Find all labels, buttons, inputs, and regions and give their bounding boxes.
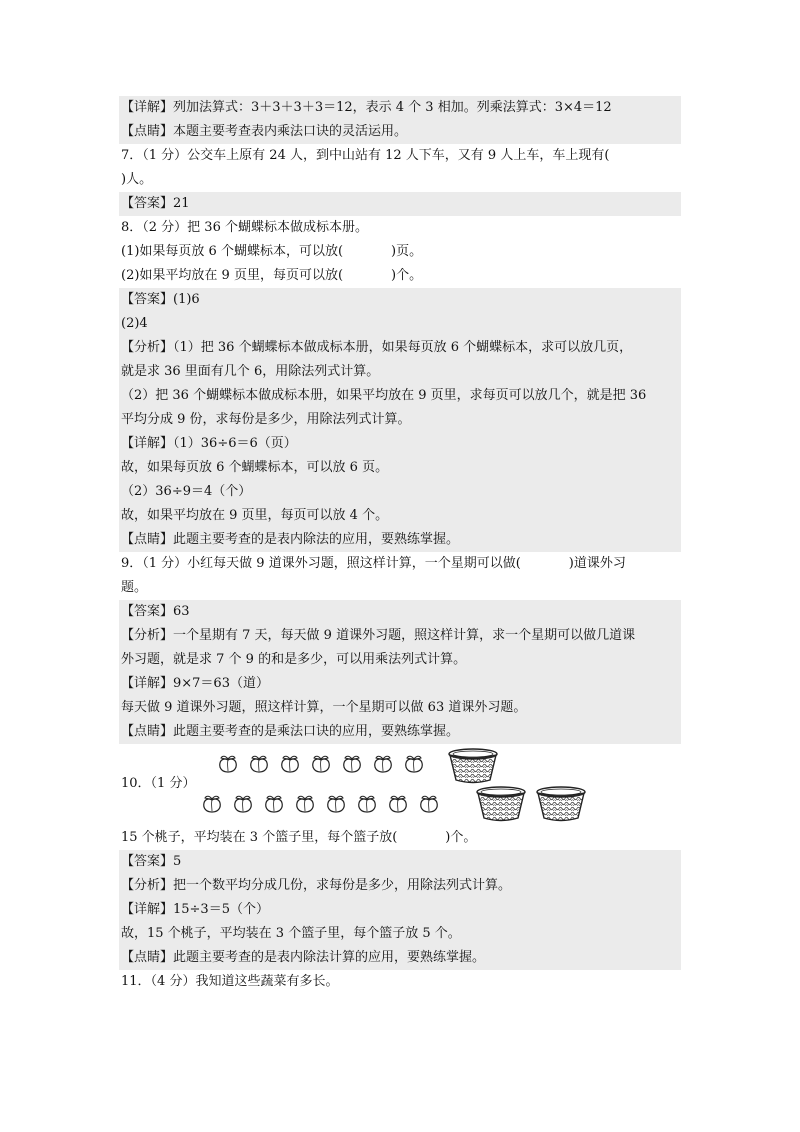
q7-stem-line1: 7．（1 分）公交车上原有 24 人，到中山站有 12 人下车，又有 9 人上车，车上现有( — [121, 148, 610, 163]
peach-icon — [201, 792, 223, 814]
q8-answer-line2: (2)4 — [119, 312, 681, 336]
q9-answer: 【答案】63 — [119, 600, 681, 624]
peach-icon — [294, 792, 316, 814]
q9-stem-line1 — [119, 552, 681, 576]
q9-analysis-line2: 外习题，就是求 7 个 9 的和是多少，可以用乘法列式计算。 — [119, 648, 681, 672]
peach-icon — [403, 752, 425, 774]
peach-icon — [372, 752, 394, 774]
basket-icon — [535, 786, 587, 822]
basket-icon — [475, 786, 527, 822]
q7-stem-line2: )人。 — [121, 172, 153, 187]
q9-detail-line1: 【详解】9×7＝63（道） — [119, 672, 681, 696]
q9-detail-line2: 每天做 9 道课外习题，照这样计算，一个星期可以做 63 道课外习题。 — [119, 696, 681, 720]
q8-sub2 — [119, 264, 681, 288]
q10-stem — [119, 826, 681, 850]
basket-icon — [447, 748, 499, 784]
q8-answer-line1: 【答案】(1)6 — [119, 288, 681, 312]
q7-answer: 【答案】21 — [119, 192, 681, 216]
q10-detail-line2: 故，15 个桃子，平均装在 3 个篮子里，每个篮子放 5 个。 — [119, 922, 681, 946]
peach-icon — [248, 752, 270, 774]
peach-icon — [232, 792, 254, 814]
q8-sub2-tail: )个。 — [391, 268, 423, 283]
q9-stem-line2: 题。 — [121, 580, 148, 595]
q10-answer: 【答案】5 — [119, 850, 681, 874]
q8-sub1-text: (1)如果每页放 6 个蝴蝶标本，可以放( — [121, 244, 344, 259]
q8-sub1 — [119, 240, 681, 264]
q8-stem: 8．（2 分）把 36 个蝴蝶标本做成标本册。 — [121, 220, 368, 235]
peach-icon — [310, 752, 332, 774]
q8-detail-line1: 【详解】（1）36÷6＝6（页） — [119, 432, 681, 456]
peach-icon — [279, 752, 301, 774]
q10-stem-tail: )个。 — [445, 830, 477, 845]
q8-detail-line3: （2）36÷9＝4（个） — [119, 480, 681, 504]
peach-icon — [325, 792, 347, 814]
q9-analysis-line1: 【分析】一个星期有 7 天，每天做 9 道课外习题，照这样计算，求一个星期可以做几道课 — [119, 624, 681, 648]
q6-comment: 【点睛】本题主要考查表内乘法口诀的灵活运用。 — [119, 120, 681, 144]
q8-sub2-text: (2)如果平均放在 9 页里，每页可以放( — [121, 268, 344, 283]
q8-sub1-tail: )页。 — [391, 244, 423, 259]
peach-icon — [356, 792, 378, 814]
peach-icon — [341, 752, 363, 774]
q8-analysis-line4: 平均分成 9 份，求每份是多少，用除法列式计算。 — [119, 408, 681, 432]
q10-comment: 【点睛】此题主要考查的是表内除法计算的应用，要熟练掌握。 — [119, 946, 681, 970]
q10-stem-text: 15 个桃子，平均装在 3 个篮子里，每个篮子放( — [121, 830, 398, 845]
q6-detail: 【详解】列加法算式：3＋3＋3＋3＝12，表示 4 个 3 相加。列乘法算式：3×4＝12 — [119, 96, 681, 120]
q11-stem: 11．（4 分）我知道这些蔬菜有多长。 — [121, 974, 339, 989]
q8-detail-line4: 故，如果平均放在 9 页里，每页可以放 4 个。 — [119, 504, 681, 528]
document-body — [119, 96, 681, 994]
peach-icon — [263, 792, 285, 814]
q9-comment: 【点睛】此题主要考查的是乘法口诀的应用，要熟练掌握。 — [119, 720, 681, 744]
q8-analysis-line2: 就是求 36 里面有几个 6，用除法列式计算。 — [119, 360, 681, 384]
q9-stem-text: 9．（1 分）小红每天做 9 道课外习题，照这样计算，一个星期可以做( — [121, 556, 521, 571]
q8-detail-line2: 故，如果每页放 6 个蝴蝶标本，可以放 6 页。 — [119, 456, 681, 480]
q9-stem-tail: )道课外习 — [568, 556, 626, 571]
q10-label: 10．（1 分） — [121, 776, 196, 791]
peach-icon — [387, 792, 409, 814]
q10-figure — [119, 746, 681, 824]
q10-detail-line1: 【详解】15÷3＝5（个） — [119, 898, 681, 922]
q10-analysis: 【分析】把一个数平均分成几份，求每份是多少，用除法列式计算。 — [119, 874, 681, 898]
q8-comment: 【点睛】此题主要考查的是表内除法的应用，要熟练掌握。 — [119, 528, 681, 552]
q8-analysis-line3: （2）把 36 个蝴蝶标本做成标本册，如果平均放在 9 页里，求每页可以放几个，就是把 36 — [119, 384, 681, 408]
peach-icon — [217, 752, 239, 774]
peach-icon — [418, 792, 440, 814]
q8-analysis-line1: 【分析】（1）把 36 个蝴蝶标本做成标本册，如果每页放 6 个蝴蝶标本，求可以放几页， — [119, 336, 681, 360]
